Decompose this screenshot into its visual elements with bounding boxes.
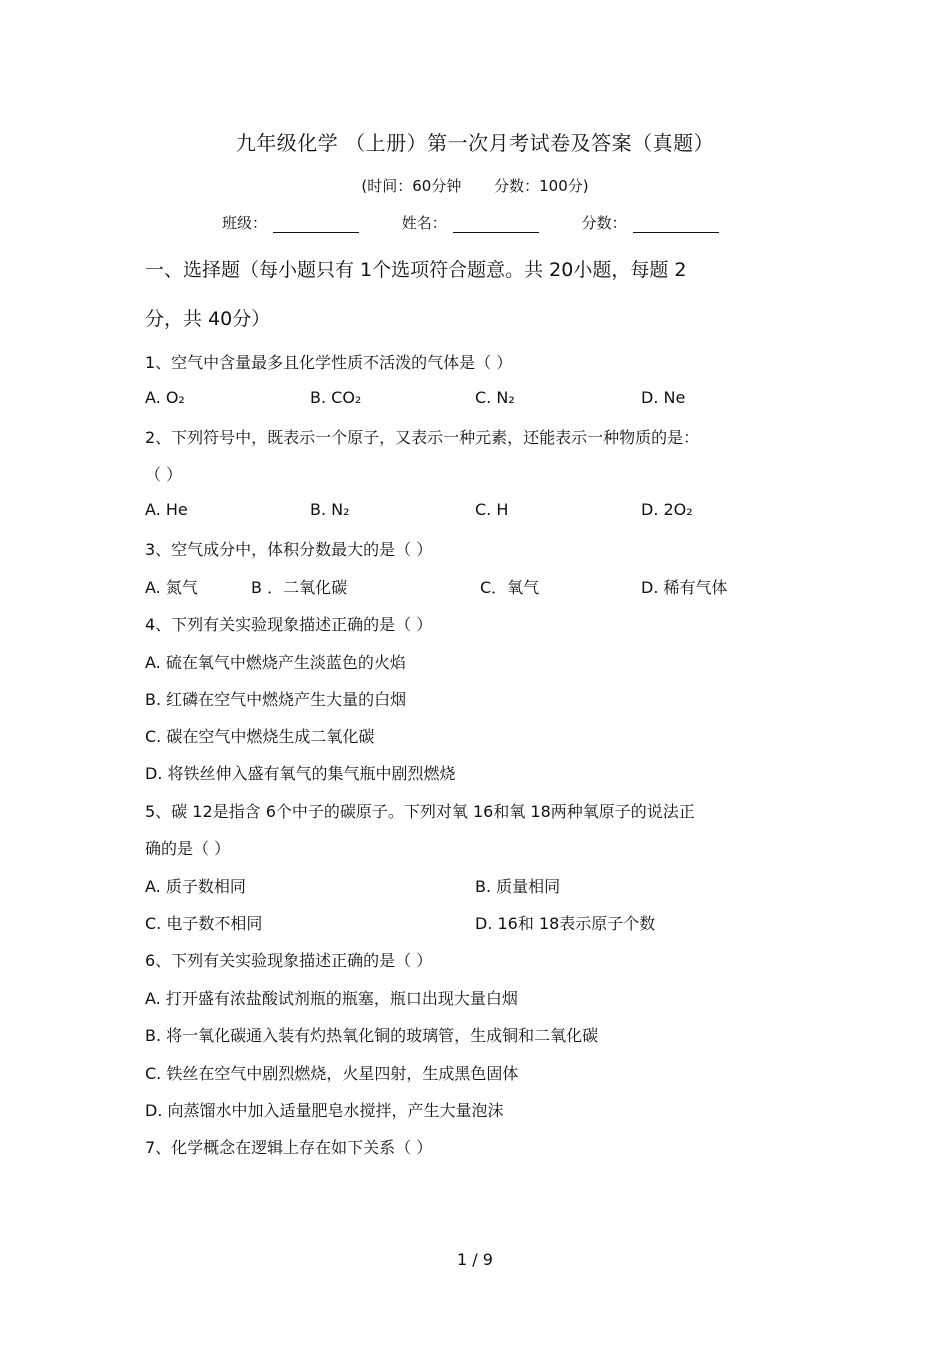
q2-option-c: C. H bbox=[475, 500, 509, 519]
q5-option-a: A. 质子数相同 bbox=[145, 877, 246, 896]
q4-option-a: A. 硫在氧气中燃烧产生淡蓝色的火焰 bbox=[145, 653, 406, 672]
q2-option-d: D. 2O₂ bbox=[641, 500, 693, 519]
class-field bbox=[222, 212, 359, 233]
q6-option-b: B. 将一氧化碳通入装有灼热氧化铜的玻璃管，生成铜和二氧化碳 bbox=[145, 1026, 599, 1045]
score-label: 分数： bbox=[581, 214, 627, 232]
name-blank[interactable] bbox=[453, 216, 539, 233]
exam-title: 九年级化学 （上册）第一次月考试卷及答案（真题） bbox=[235, 131, 715, 155]
question-7-stem: 7、化学概念在逻辑上存在如下关系（ ） bbox=[145, 1138, 433, 1157]
question-6-stem: 6、下列有关实验现象描述正确的是（ ） bbox=[145, 951, 433, 970]
score-blank[interactable] bbox=[633, 216, 719, 233]
q5-option-c: C. 电子数不相同 bbox=[145, 914, 263, 933]
q2-option-a: A. He bbox=[145, 500, 188, 519]
name-label: 姓名： bbox=[401, 214, 447, 232]
exam-info bbox=[0, 175, 950, 196]
student-fields bbox=[222, 212, 757, 233]
q1-option-b: B. CO₂ bbox=[310, 388, 362, 407]
question-5-stem-cont: 确的是（ ） bbox=[145, 839, 231, 858]
q3-option-c: C．氧气 bbox=[480, 578, 540, 597]
q6-option-a: A. 打开盛有浓盐酸试剂瓶的瓶塞，瓶口出现大量白烟 bbox=[145, 989, 518, 1008]
name-field bbox=[402, 212, 539, 233]
class-blank[interactable] bbox=[273, 216, 359, 233]
question-2-stem: 2、下列符号中，既表示一个原子，又表示一种元素，还能表示一种物质的是： bbox=[145, 428, 700, 447]
q5-option-d: D. 16和 18表示原子个数 bbox=[475, 914, 656, 933]
q3-option-a: A. 氮气 bbox=[145, 578, 198, 597]
q2-option-b: B. N₂ bbox=[310, 500, 350, 519]
q3-option-d: D. 稀有气体 bbox=[641, 578, 728, 597]
question-3-stem: 3、空气成分中，体积分数最大的是（ ） bbox=[145, 540, 433, 559]
section-heading-line2: 分，共 40分） bbox=[145, 308, 271, 330]
question-5-stem: 5、碳 12是指含 6个中子的碳原子。下列对氧 16和氧 18两种氧原子的说法正 bbox=[145, 802, 695, 821]
question-1-stem: 1、空气中含量最多且化学性质不活泼的气体是（ ） bbox=[145, 353, 513, 372]
q3-option-b: B ．二氧化碳 bbox=[251, 578, 348, 597]
q4-option-b: B. 红磷在空气中燃烧产生大量的白烟 bbox=[145, 690, 407, 709]
q4-option-d: D. 将铁丝伸入盛有氧气的集气瓶中剧烈燃烧 bbox=[145, 764, 456, 783]
score-field bbox=[582, 212, 719, 233]
q1-option-c: C. N₂ bbox=[475, 388, 515, 407]
q1-option-a: A. O₂ bbox=[145, 388, 185, 407]
time-info: (时间：60分钟 bbox=[361, 177, 462, 195]
q1-option-d: D. Ne bbox=[641, 388, 686, 407]
page-number: 1 / 9 bbox=[457, 1250, 493, 1269]
question-2-stem-cont: （ ） bbox=[145, 465, 183, 484]
question-4-stem: 4、下列有关实验现象描述正确的是（ ） bbox=[145, 615, 433, 634]
class-label: 班级： bbox=[222, 214, 268, 232]
q6-option-c: C. 铁丝在空气中剧烈燃烧，火星四射，生成黑色固体 bbox=[145, 1064, 519, 1083]
score-info: 分数：100分) bbox=[494, 177, 589, 195]
q6-option-d: D. 向蒸馏水中加入适量肥皂水搅拌，产生大量泡沫 bbox=[145, 1101, 504, 1120]
q4-option-c: C. 碳在空气中燃烧生成二氧化碳 bbox=[145, 727, 375, 746]
section-heading-line1: 一、选择题（每小题只有 1个选项符合题意。共 20小题，每题 2 bbox=[145, 259, 687, 281]
q5-option-b: B. 质量相同 bbox=[475, 877, 561, 896]
